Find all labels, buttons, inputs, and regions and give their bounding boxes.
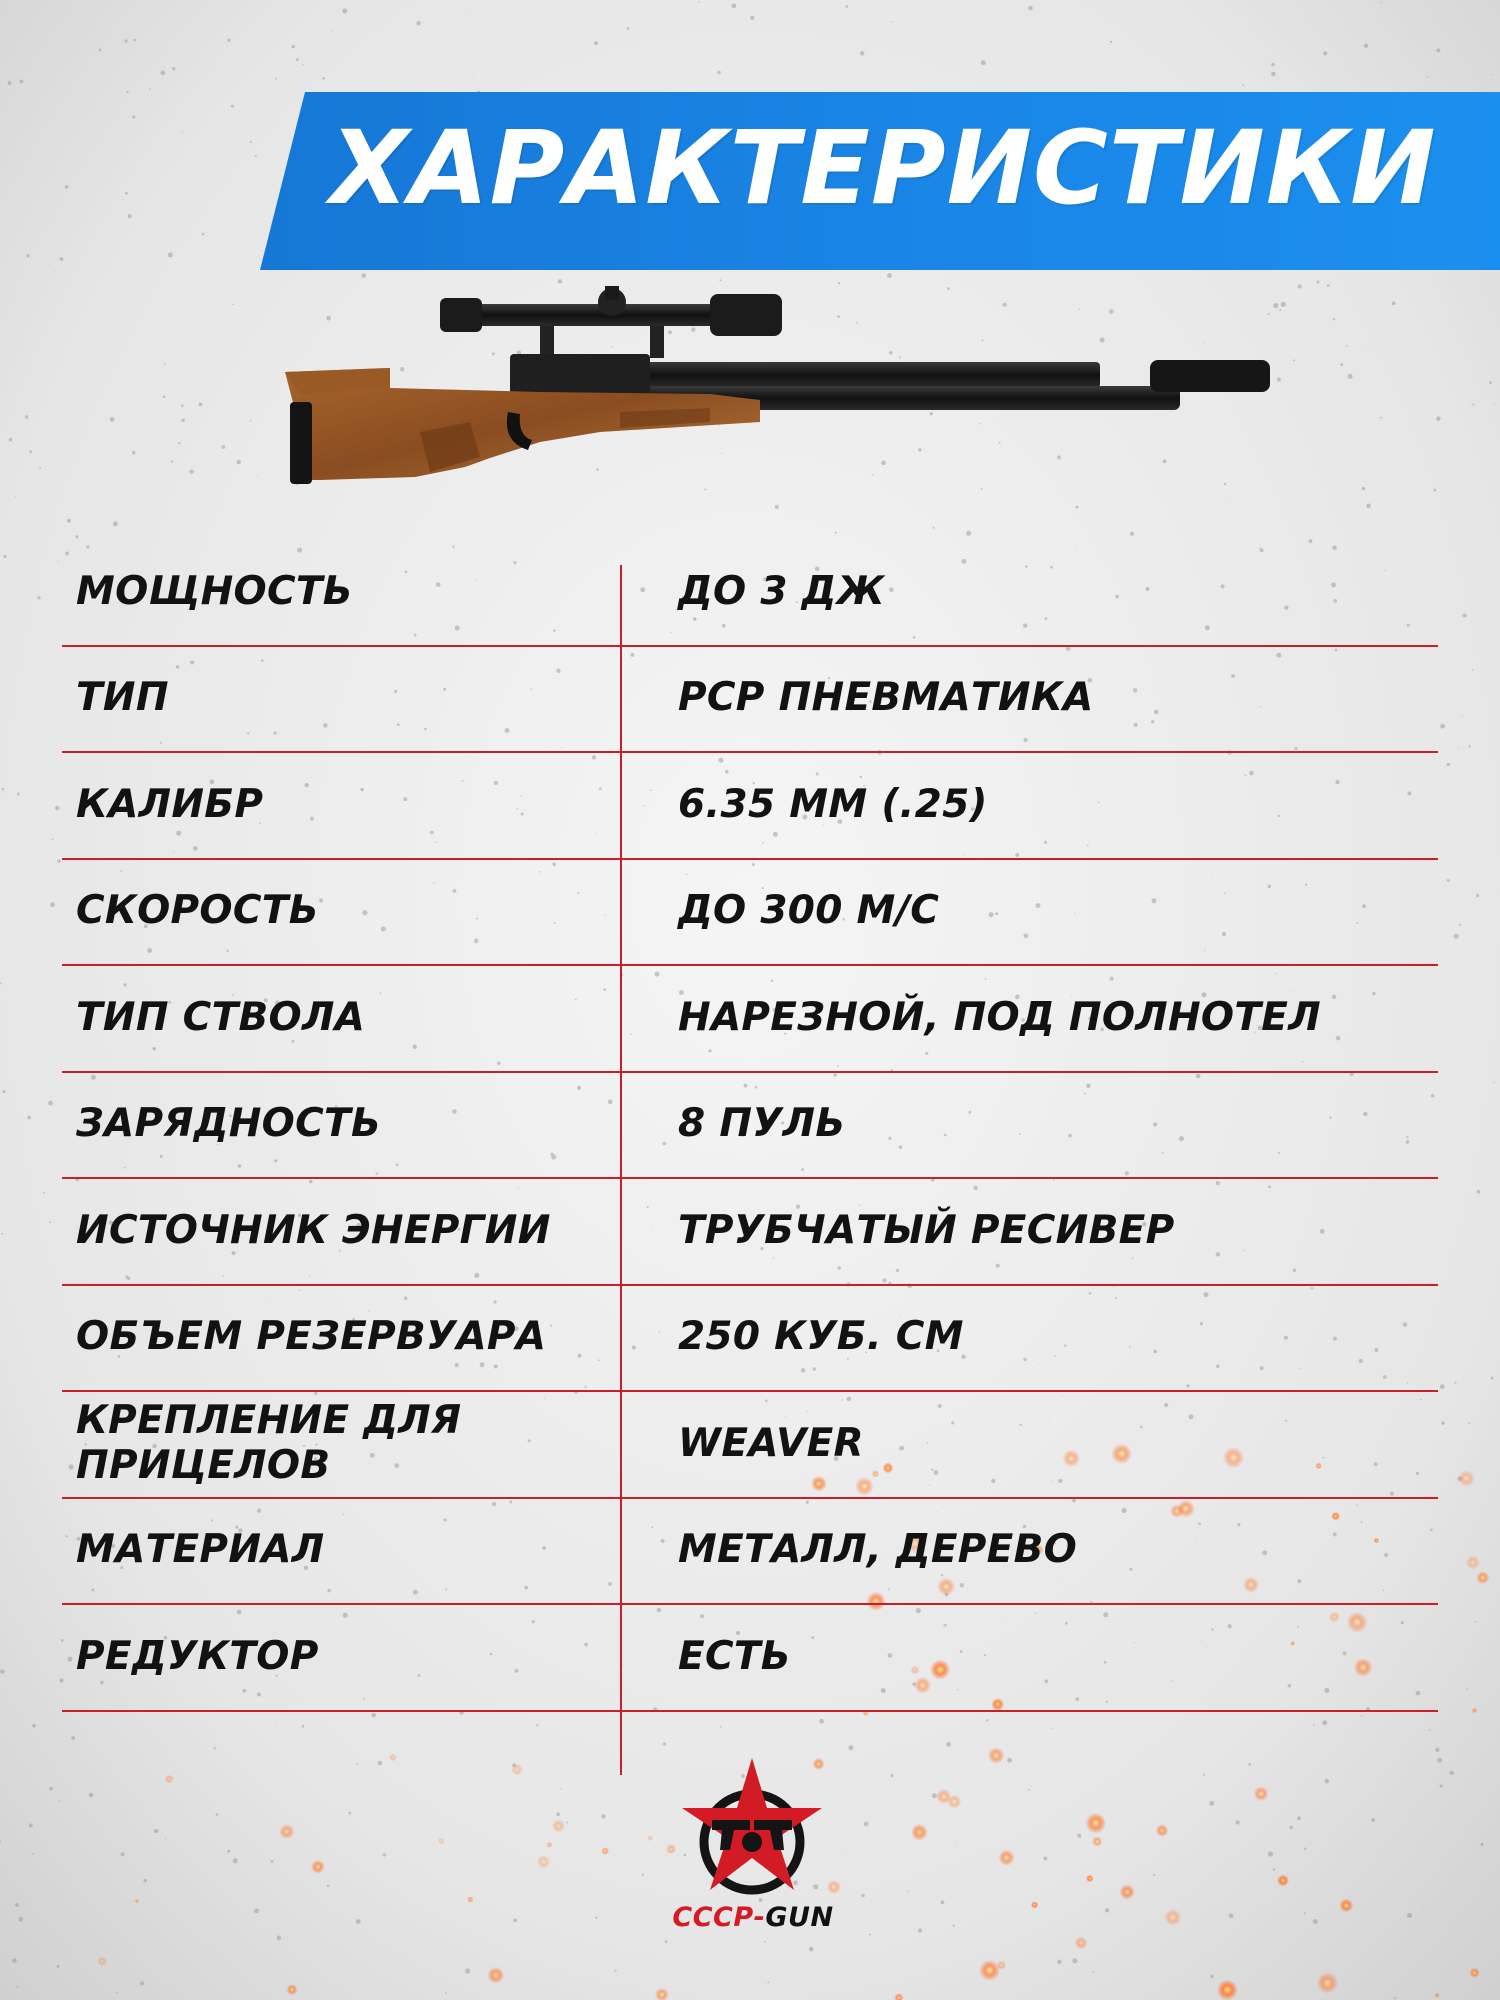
table-row (62, 647, 1438, 754)
spec-value: МЕТАЛЛ, ДЕРЕВО (678, 1527, 1078, 1573)
air-rifle-image (240, 282, 1280, 522)
spec-label: КАЛИБР (76, 781, 264, 827)
table-row (62, 1179, 1438, 1286)
table-row (62, 1499, 1438, 1606)
spec-value: PCP ПНЕВМАТИКА (678, 675, 1094, 721)
spec-value: ТРУБЧАТЫЙ РЕСИВЕР (678, 1207, 1175, 1253)
spec-value: ЕСТЬ (678, 1633, 791, 1679)
specs-table (62, 540, 1438, 1712)
spec-label: ИСТОЧНИК ЭНЕРГИИ (76, 1207, 551, 1253)
spec-value: WEAVER (678, 1420, 864, 1466)
spec-label: КРЕПЛЕНИЕ ДЛЯ ПРИЦЕЛОВ (76, 1398, 462, 1489)
spec-value: 250 КУБ. СМ (678, 1314, 964, 1360)
table-row (62, 1392, 1438, 1499)
spec-label: МОЩНОСТЬ (76, 568, 353, 614)
brand-name: СССР-GUN (672, 1902, 834, 1933)
spec-value: 8 ПУЛЬ (678, 1101, 846, 1147)
table-row (62, 540, 1438, 647)
table-row (62, 860, 1438, 967)
spec-value: ДО 3 ДЖ (678, 568, 885, 614)
table-row (62, 1605, 1438, 1712)
spec-label: СКОРОСТЬ (76, 888, 319, 934)
page-title: ХАРАКТЕРИСТИКИ (330, 109, 1437, 228)
spec-value: ДО 300 М/С (678, 888, 940, 934)
table-row (62, 1286, 1438, 1393)
spec-label: РЕДУКТОР (76, 1633, 319, 1679)
spec-value: НАРЕЗНОЙ, ПОД ПОЛНОТЕЛ (678, 994, 1321, 1040)
spec-label: ОБЪЕМ РЕЗЕРВУАРА (76, 1314, 547, 1360)
spec-label: ТИП СТВОЛА (76, 994, 366, 1040)
table-row (62, 1073, 1438, 1180)
table-row (62, 753, 1438, 860)
table-row (62, 966, 1438, 1073)
spec-label: ТИП (76, 675, 169, 721)
spec-value: 6.35 ММ (.25) (678, 781, 988, 827)
spec-label: ЗАРЯДНОСТЬ (76, 1101, 381, 1147)
spec-label: МАТЕРИАЛ (76, 1527, 325, 1573)
